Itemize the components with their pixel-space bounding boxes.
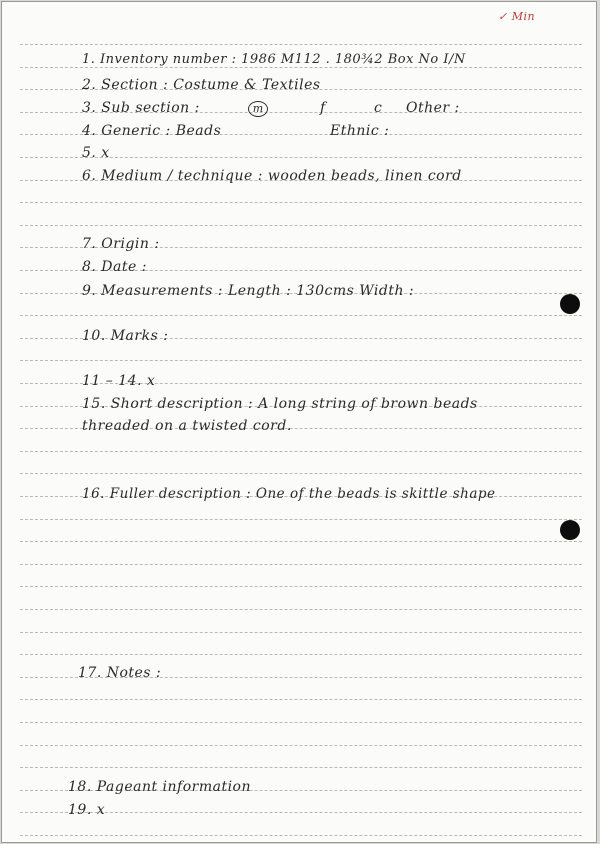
field-inventory-number: 1. Inventory number : 1986 M112 . 180¾2 Box No I/N [82,52,466,67]
catalogue-sheet [2,2,596,842]
ruled-line [20,722,582,723]
ruled-line [20,473,582,474]
ruled-line [20,67,582,68]
punch-hole-bottom [560,520,580,540]
circled-m: m [248,101,268,117]
ruled-line [20,451,582,452]
ruled-line [20,202,582,203]
field-5: 5. x [82,145,110,161]
ruled-line [20,654,582,655]
ruled-line [20,767,582,768]
field-11-14: 11 – 14. x [82,373,156,389]
field-generic: 4. Generic : Beads [82,123,222,139]
ruled-line [20,44,582,45]
ruled-line [20,586,582,587]
ruled-line [20,519,582,520]
field-sub-section-other: Other : [406,100,460,116]
ruled-line [20,609,582,610]
field-sub-section-f: f [320,100,326,116]
field-19: 19. x [68,802,106,818]
field-sub-section-m [248,100,268,117]
field-notes: 17. Notes : [78,665,162,681]
field-medium-technique: 6. Medium / technique : wooden beads, linen cord [82,168,462,184]
field-short-description-cont: threaded on a twisted cord. [82,418,292,434]
ruled-line [20,699,582,700]
field-date: 8. Date : [82,259,147,275]
ruled-line [20,225,582,226]
ruled-line [20,541,582,542]
ruled-line [20,632,582,633]
field-measurements: 9. Measurements : Length : 130cms Width : [82,283,415,299]
ruled-line [20,835,582,836]
field-short-description: 15. Short description : A long string of brown beads [82,396,478,412]
corner-check-mark: ✓ Min [498,10,536,23]
ruled-line [20,564,582,565]
ruled-line [20,360,582,361]
field-sub-section-label: 3. Sub section : [82,100,200,116]
field-section: 2. Section : Costume & Textiles [82,77,321,93]
field-pageant-information: 18. Pageant information [68,779,252,795]
punch-hole-top [560,294,580,314]
field-ethnic: Ethnic : [330,123,390,139]
field-marks: 10. Marks : [82,328,169,344]
ruled-line [20,745,582,746]
field-origin: 7. Origin : [82,236,160,252]
ruled-line [20,315,582,316]
field-sub-section-c: c [374,100,383,116]
field-fuller-description: 16. Fuller description : One of the beads is skittle shape [82,486,496,502]
